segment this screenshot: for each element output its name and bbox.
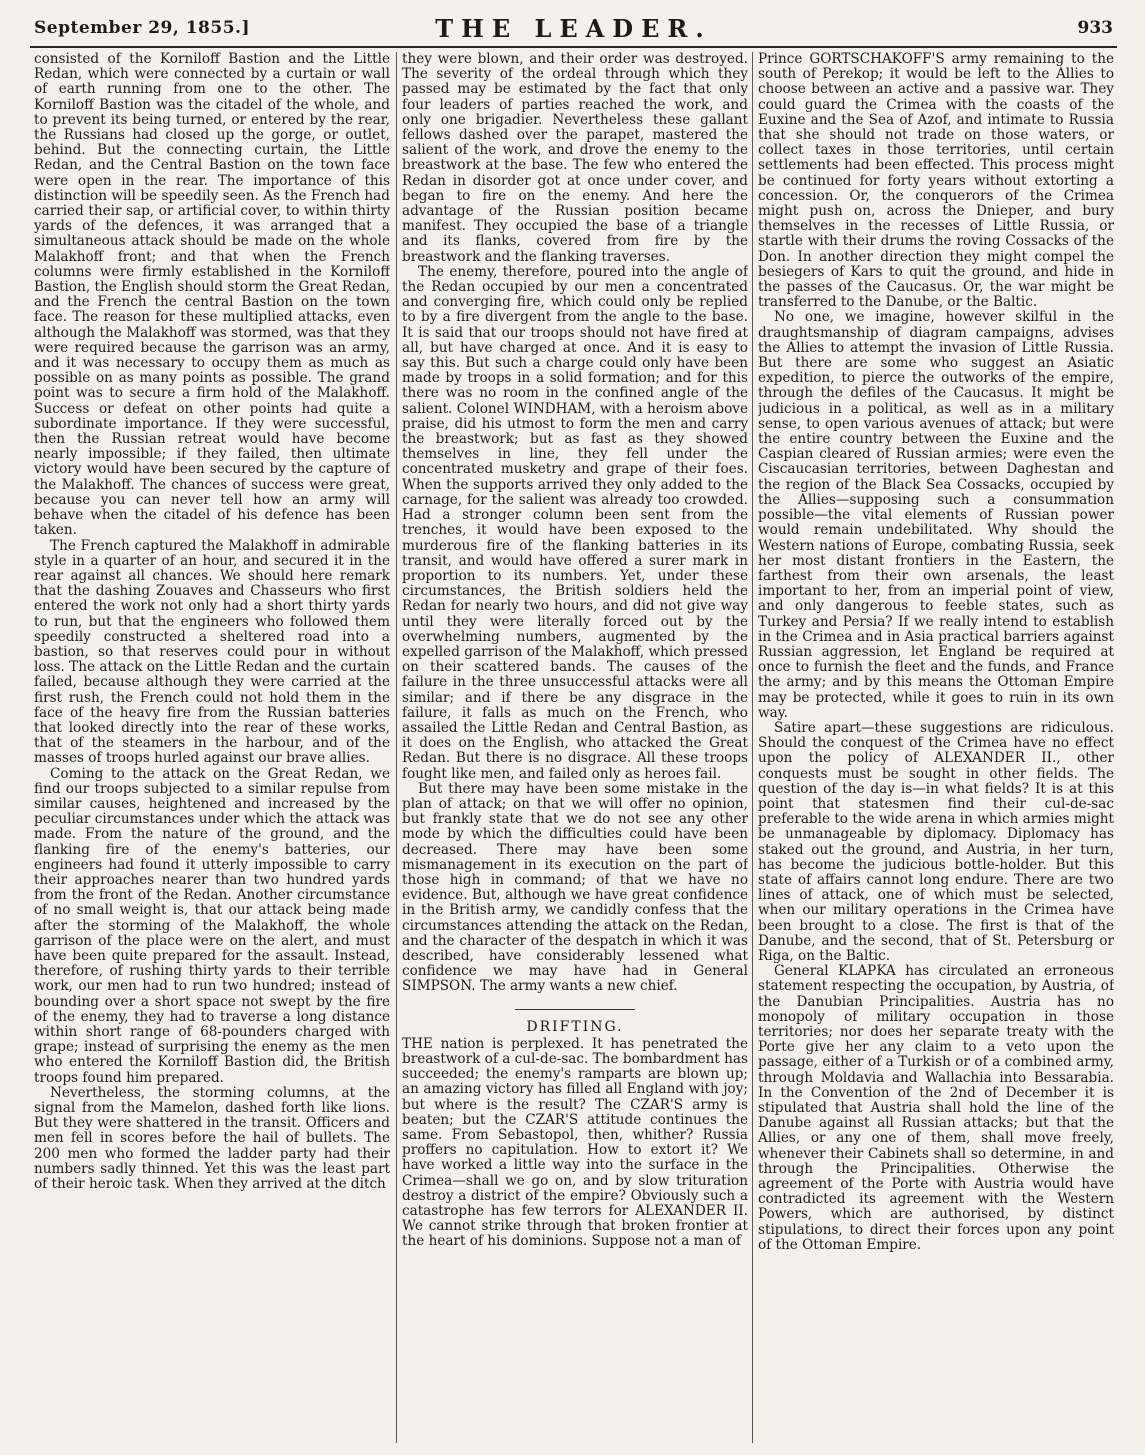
page-number: 933 (1077, 18, 1113, 38)
column-rule-right (752, 52, 753, 1443)
column-1 (34, 52, 390, 1443)
paragraph: consisted of the Korniloff Bastion and the Little Redan, which were connected by a curtain or wall of earth running from one to the other. The Korniloff Bastion was the citadel of the whole, and to prevent its being turned, or entered by the rear, the Russians had closed up the gorge, or outlet, behind. But the connecting curtain, the Little Redan, and the Central Bastion on the town face were open in the rear. The importance of this distinction will be speedily seen. As the French had carried their sap, or artificial cover, to within thirty yards of the defences, it was arranged that a simultaneous attack should be made on the whole Malakhoff front; and that when the French columns were firmly established in the Korniloff Bastion, the English should storm the Great Redan, and the French the central Bastion on the town face. The reason for these multiplied attacks, even although the Malakhoff was stormed, was that they were required because the garrison was an army, and it was necessary to occupy them as much as possible on as many points as possible. The grand point was to secure a firm hold of the Malakhoff. Success or defeat on other points had quite a subordinate importance. If they were successful, then the Russian retreat would have become nearly impossible; if they failed, then ultimate victory would have been secured by the capture of the Malakhoff. The chances of success were great, because you can never tell how an army will behave when the citadel of his defence has been taken. (34, 52, 390, 539)
paragraph: No one, we imagine, however skilful in the draughtsmanship of diagram campaigns, advises the Allies to attempt the invasion of Little Russia. But there are some who suggest an Asiatic expedition, to pierce the outworks of the empire, through the defiles of the Caucasus. It might be judicious in a political, as well as in a military sense, to open various avenues of attack; but were the entire country between the Euxine and the Caspian cleared of Russian armies; were even the Ciscaucasian territories, between Daghestan and the region of the Black Sea Cossacks, occupied by the Allies—supposing such a consummation possible—the vital elements of Russian power would remain undebilitated. Why should the Western nations of Europe, combating Russia, seek her most distant frontiers in the Eastern, the farthest from their own arsenals, the least important to her, from an imperial point of view, and only dangerous to feeble states, such as Turkey and Persia? If we really intend to establish in the Crimea and in Asia practical barriers against Russian aggression, let England be required at once to furnish the fleet and the funds, and France the army; and by this means the Ottoman Empire may be protected, while it goes to ruin in its own way. (758, 309, 1114, 721)
paragraph: The French captured the Malakhoff in admirable style in a quarter of an hour, and secured it in the rear against all chances. We should here remark that the dashing Zouaves and Chasseurs who first entered the work not only had a short thirty yards to run, but that the engineers who followed them speedily constructed a sheltered road into a bastion, so that reserves could pour in without loss. The attack on the Little Redan and the curtain failed, because although they were carried at the first rush, the French could not hold them in the face of the heavy fire from the Russian batteries that looked directly into the rear of these works, that of the steamers in the harbour, and of the masses of troops hurled against our brave allies. (34, 537, 390, 767)
masthead (30, 14, 1117, 48)
newspaper-title: THE LEADER. (435, 14, 712, 43)
paragraph: General KLAPKA has circulated an erroneous statement respecting the occupation, by Austria, of the Danubian Principalities. Austria has no monopoly of military occupation in those territories; nor does her separate treaty with the Porte give her any claim to a veto upon the passage, either of a Turkish or of a combined army, through Moldavia and Wallachia into Bessarabia. In the Convention of the 2nd of December it is stipulated that Austria shall hold the line of the Danube against all Russian attacks; but that the Allies, or any one of them, shall move freely, whenever their Cabinets shall so determine, in and through the Principalities. Otherwise the agreement of the Porte with Austria would have contradicted its agreement with the Western Powers, which are authorised, by distinct stipulations, to direct their forces upon any point of the Ottoman Empire. (758, 963, 1114, 1253)
issue-date: September 29, 1855.] (34, 18, 250, 38)
column-3 (758, 52, 1114, 1443)
paragraph: Coming to the attack on the Great Redan, we find our troops subjected to a similar repulse from similar causes, heightened and increased by the peculiar circumstances under which the attack was made. From the nature of the ground, and the flanking fire of the enemy's batteries, our engineers had found it utterly impossible to carry their approaches nearer than two hundred yards from the front of the Redan. Another circumstance of no small weight is, that our attack being made after the storming of the Malakhoff, the whole garrison of the place were on the alert, and must have been quite prepared for the assault. Instead, therefore, of rushing thirty yards to their terrible work, our men had to run two hundred; instead of bounding over a short space not swept by the fire of the enemy, they had to traverse a long distance within short range of 68-pounders charged with grape; instead of surprising the enemy as the men who entered the Korniloff Bastion did, the British troops found him prepared. (34, 765, 390, 1086)
paragraph: Prince GORTSCHAKOFF'S army remaining to the south of Perekop; it would be left to the Allies to choose between an active and a passive war. They could guard the Crimea with the coasts of the Euxine and the Sea of Azof, and intimate to Russia that she should not trade on those waters, or collect taxes in those territories, until certain settlements had been effected. This process might be continued for forty years without extorting a concession. Or, the conquerors of the Crimea might push on, across the Dnieper, and bury themselves in the recesses of Little Russia, or startle with their drums the roving Cossacks of the Don. In another direction they might compel the besiegers of Kars to quit the ground, and hide in the passes of the Caucasus. Or, the war might be transferred to the Danube, or the Baltic. (758, 52, 1114, 311)
column-rule-left (396, 52, 397, 1443)
section-divider (515, 1009, 635, 1010)
paragraph: Nevertheless, the storming columns, at the signal from the Mamelon, dashed forth like lions. But they were shattered in the transit. Officers and men fell in scores before the hail of bullets. The 200 men who formed the ladder party had their numbers sadly thinned. Yet this was the least part of their heroic task. When they arrived at the ditch (34, 1084, 390, 1193)
paragraph: they were blown, and their order was destroyed. The severity of the ordeal through which they passed may be estimated by the fact that only four leaders of parties reached the work, and only one brigadier. Nevertheless these gallant fellows dashed over the parapet, mastered the salient of the work, and drove the enemy to the breastwork at the base. The few who entered the Redan in disorder got at once under cover, and began to fire on the enemy. And here the advantage of the Russian position became manifest. They occupied the base of a triangle and its flanks, covered from fire by the breastwork and the flanking traverses. (402, 52, 748, 265)
paragraph: Satire apart—these suggestions are ridiculous. Should the conquest of the Crimea have no effect upon the policy of ALEXANDER II., other conquests must be sought in other fields. The question of the day is—in what fields? It is at this point that statesmen find their cul-de-sac preferable to the wide arena in which armies might be unmanageable by diplomacy. Diplomacy has staked out the ground, and Austria, in her turn, has become the judicious bottle-holder. But this state of affairs cannot long endure. There are two lines of attack, one of which must be selected, when our military operations in the Crimea have been brought to a close. The first is that of the Danube, and the second, that of St. Petersburg or Riga, on the Baltic. (758, 719, 1114, 964)
column-2 (402, 52, 748, 1443)
paragraph: The enemy, therefore, poured into the angle of the Redan occupied by our men a concentrated and converging fire, which could only be replied to by a fire divergent from the angle to the base. It is said that our troops should not have fired at all, but have charged at once. And it is easy to say this. But such a charge could only have been made by troops in a solid formation; and for this there was no room in the confined angle of the salient. Colonel WINDHAM, with a heroism above praise, did his utmost to form the men and carry the breastwork; but as fast as they showed themselves in line, they fell under the concentrated musketry and grape of their foes. When the supports arrived they only added to the carnage, for the salient was already too crowded. Had a stronger column been sent from the trenches, it would have been exposed to the murderous fire of the flanking batteries in its transit, and would have offered a surer mark in proportion to its numbers. Yet, under these circumstances, the British soldiers held the Redan for nearly two hours, and did not give way until they were literally forced out by the overwhelming numbers, augmented by the expelled garrison of the Malakhoff, which pressed on their scattered bands. The causes of the failure in the three unsuccessful attacks were all similar; and if there be any disgrace in the failure, it falls as much on the French, who assailed the Little Redan and Central Bastion, as it does on the English, who attacked the Great Redan. But there is no disgrace. All these troops fought like men, and failed only as heroes fail. (402, 263, 748, 782)
paragraph: THE nation is perplexed. It has penetrated the breastwork of a cul-de-sac. The bombardment has succeeded; the enemy's ramparts are blown up; an amazing victory has filled all England with joy; but where is the result? The CZAR'S army is beaten; but the CZAR'S attitude continues the same. From Sebastopol, then, whither? Russia proffers no capitulation. How to extort it? We have worked a little way into the surface in the Crimea—shall we go on, and by slow trituration destroy a district of the empire? Obviously such a catastrophe has few terrors for ALEXANDER II. We cannot strike through that broken frontier at the heart of his dominions. Suppose not a man of (402, 1035, 748, 1250)
article-heading: DRIFTING. (526, 1018, 624, 1035)
paragraph: But there may have been some mistake in the plan of attack; on that we will offer no opinion, but frankly state that we do not see any other mode by which the difficulties could have been decreased. There may have been some mismanagement in its execution on the part of those high in command; of that we have no evidence. But, although we have great confidence in the British army, we candidly confess that the circumstances attending the attack on the Redan, and the character of the despatch in which it was described, have considerably lessened what confidence we may have had in General SIMPSON. The army wants a new chief. (402, 780, 748, 995)
